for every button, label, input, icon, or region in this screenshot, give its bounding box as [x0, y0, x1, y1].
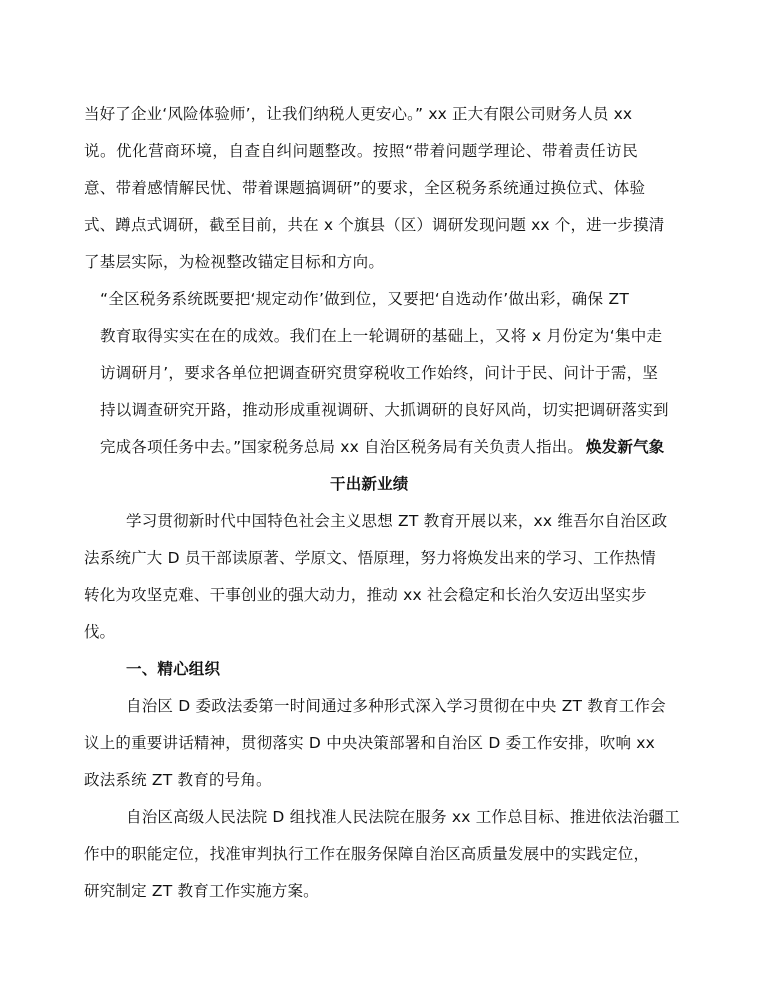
paragraph-line: 完成各项任务中去。”国家税务总局 xx 自治区税务局有关负责人指出。	[100, 438, 584, 456]
paragraph-line: 转化为攻坚克难、干事创业的强大动力，推动 xx 社会稳定和长治久安迈出坚实步	[84, 586, 647, 604]
paragraph-line: “全区税务系统既要把‘规定动作’做到位，又要把‘自选动作’做出彩，确保 ZT	[100, 290, 630, 308]
paragraph-line: 持以调查研究开路，推动形成重视调研、大抓调研的良好风尚，切实把调研落实到	[100, 401, 669, 419]
paragraph-line: 教育取得实实在在的成效。我们在上一轮调研的基础上，又将 x 月份定为‘集中走	[100, 327, 663, 345]
paragraph-line: 意、带着感情解民忧、带着课题搞调研”的要求，全区税务系统通过换位式、体验	[84, 179, 646, 197]
paragraph-line: 议上的重要讲话精神，贯彻落实 D 中央决策部署和自治区 D 委工作安排，吹响 xx	[84, 734, 656, 752]
paragraph-line: 伐。	[84, 623, 116, 641]
paragraph-line: 政法系统 ZT 教育的号角。	[84, 771, 272, 789]
paragraph-line: 当好了企业‘风险体验师’，让我们纳税人更安心。” xx 正大有限公司财务人员 xx	[84, 105, 633, 123]
paragraph-line: 学习贯彻新时代中国特色社会主义思想 ZT 教育开展以来，xx 维吾尔自治区政	[126, 512, 668, 530]
paragraph-line: 访调研月’，要求各单位把调查研究贯穿税收工作始终，问计于民、问计于需，坚	[100, 364, 659, 382]
paragraph-line: 自治区 D 委政法委第一时间通过多种形式深入学习贯彻在中央 ZT 教育工作会	[126, 697, 666, 715]
section-heading-part-1: 焕发新气象	[586, 438, 665, 456]
section-heading-part-2: 干出新业绩	[330, 475, 409, 493]
paragraph-line: 式、蹲点式调研，截至目前，共在 x 个旗县（区）调研发现问题 xx 个，进一步摸清	[84, 216, 665, 234]
paragraph-line: 自治区高级人民法院 D 组找准人民法院在服务 xx 工作总目标、推进依法治疆工	[126, 808, 680, 826]
paragraph-line: 研究制定 ZT 教育工作实施方案。	[84, 882, 319, 900]
paragraph-line: 法系统广大 D 员干部读原著、学原文、悟原理，努力将焕发出来的学习、工作热情	[84, 549, 656, 567]
subsection-heading: 一、精心组织	[126, 660, 221, 678]
paragraph-line: 了基层实际，为检视整改锚定目标和方向。	[84, 253, 385, 271]
paragraph-line: 作中的职能定位，找准审判执行工作在服务保障自治区高质量发展中的实践定位，	[84, 845, 650, 863]
paragraph-line: 说。优化营商环境，自查自纠问题整改。按照“带着问题学理论、带着责任访民	[84, 142, 639, 160]
